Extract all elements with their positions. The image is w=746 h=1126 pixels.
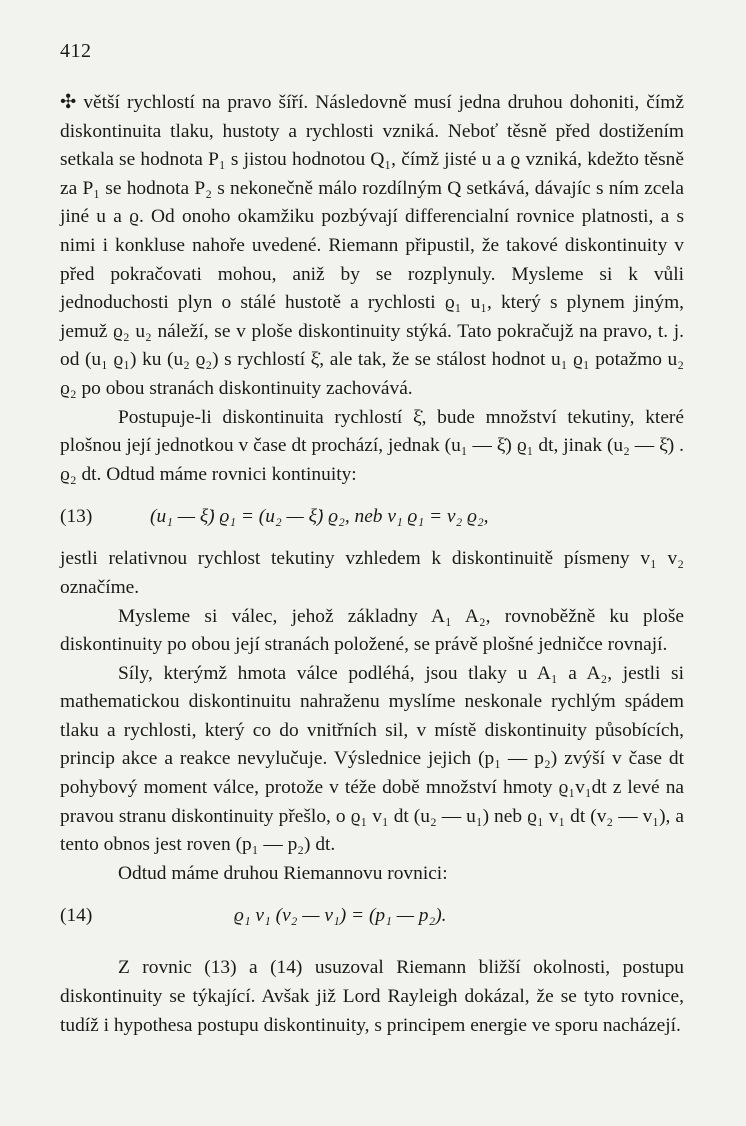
equation-13 xyxy=(60,489,684,545)
equation-number: (14) xyxy=(60,905,93,927)
spacer xyxy=(60,944,684,954)
paragraph-4: Mysleme si válec, jehož základny A₁ A₂, rovnoběžně ku ploše diskontinuity po obou její stranách položené, se právě plošné jedničce rovnají. xyxy=(60,605,684,656)
page-number: 412 xyxy=(60,40,92,62)
equation-14 xyxy=(60,888,684,944)
paragraph-5: Síly, kterýmž hmota válce podléhá, jsou tlaky u A₁ a A₂, jestli si mathematickou diskontinuitu nahraženu myslíme neskonale rychlým spádem tlaku a rychlosti, který co do vnitřních sil, v místě diskontinuity působících, princip akce a reakce nevylučuje. Výslednice jejich (p₁ — p₂) zvýší v čase dt pohybový moment válce, protože v téže době množství hmoty ϱ₁v₁dt z levé na pravou stranu diskontinuity přešlo, o ϱ₁ v₁ dt (u₂ — u₁) neb ϱ₁ v₁ dt (v₂ — v₁), a tento obnos jest roven (p₁ — p₂) dt. xyxy=(60,662,684,856)
paragraph-2: Postupuje-li diskontinuita rychlostí ξ̇, bude množství tekutiny, které plošnou její jednotkou v čase dt prochází, jednak (u₁ — ξ̇) ϱ₁ dt, jinak (u₂ — ξ̇) . ϱ₂ dt. Odtud máme rovnici kontinuity: xyxy=(60,406,684,485)
paragraph-6: Odtud máme druhou Riemannovu rovnici: xyxy=(118,862,448,884)
equation-body: (u₁ — ξ̇) ϱ₁ = (u₂ — ξ̇) ϱ₂, neb v₁ ϱ₁ = v₂ ϱ₂, xyxy=(150,506,489,528)
paragraph-7: Z rovnic (13) a (14) usuzoval Riemann bližší okolnosti, postupu diskontinuity se týkající. Avšak již Lord Rayleigh dokázal, že se tyto rovnice, tudíž i hypothesa postupu diskontinuity, s principem energie ve sporu nacházejí. xyxy=(60,957,684,1036)
equation-body: ϱ₁ v₁ (v₂ — v₁) = (p₁ — p₂). xyxy=(234,905,447,927)
paragraph-3: jestli relativnou rychlost tekutiny vzhledem k diskontinuitě písmeny v₁ v₂ označíme. xyxy=(60,548,684,598)
equation-number: (13) xyxy=(60,506,93,528)
paragraph-1: ✣ větší rychlostí na pravo šíří. Následovně musí jedna druhou dohoniti, čímž diskontinuita tlaku, hustoty a rychlosti vzniká. Neboť těsně před dostižením setkala se hodnota P₁ s jistou hodnotou Q₁, čímž jisté u a ϱ vzniká, kdežto těsně za P₁ se hodnota P₂ s nekonečně málo rozdílným Q setkává, dávajíc s ním zcela jiné u a ϱ. Od onoho okamžiku pozbývají differencialní rovnice platnosti, a s nimi i konkluse nahoře uvedené. Riemann připustil, že takové diskontinuity v před pokračovati mohou, aniž by se rozplynuly. Mysleme si k vůli jednoduchosti plyn o stálé hustotě a rychlosti ϱ₁ u₁, který s plynem jiným, jemuž ϱ₂ u₂ náleží, se v ploše diskontinuity stýká. Tato pokračujž na pravo, t. j. od (u₁ ϱ₁) ku (u₂ ϱ₂) s rychlostí ξ̇, ale tak, že se stálost hodnot u₁ ϱ₁ potažmo u₂ ϱ₂ po obou stranách diskontinuity zachovává. xyxy=(60,92,684,399)
